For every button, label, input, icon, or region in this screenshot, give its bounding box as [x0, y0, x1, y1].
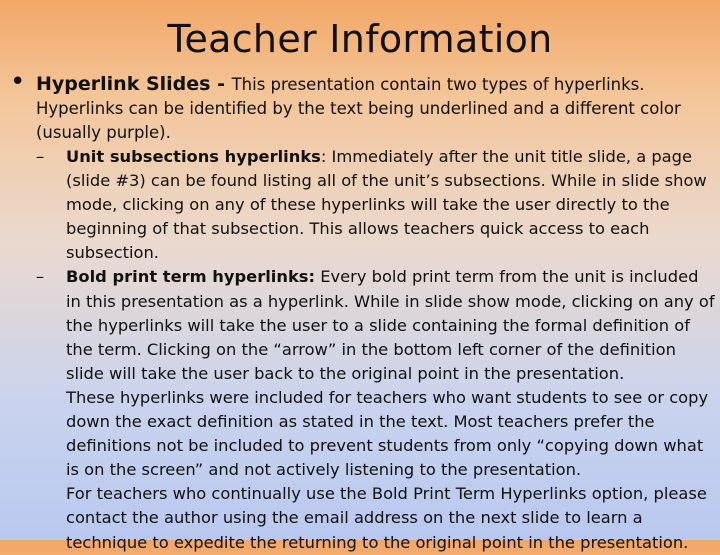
- subpoint-text: Every bold print term from the unit is included in this presentation as a hyperlink. While in slide show mode, clicking on any of the hyperlinks will take the user to a slide containing the formal definition of the term. Clicking on the “arrow” in the bottom left corner of the definition slide will take the user back to the original point in the presentation.: [66, 267, 715, 383]
- dash-icon: –: [36, 147, 45, 166]
- subpoint-unit-subsections: [8, 145, 716, 265]
- subpoint-heading: Unit subsections hyperlinks: [66, 147, 321, 166]
- paragraph-definitions-purpose: These hyperlinks were included for teachers who want students to see or copy down the exact definition as stated in the text. Most teachers prefer the definitions not be included to prevent students from only “copying down what is on the screen” and not actively listening to the presentation.: [66, 387, 709, 480]
- bullet-heading: Hyperlink Slides: [36, 73, 211, 95]
- bullet-separator: -: [210, 73, 232, 95]
- slide-title: Teacher Information: [167, 17, 553, 61]
- subpoint-heading: Bold print term hyperlinks:: [66, 267, 316, 287]
- bullet-dot-icon: •: [10, 67, 26, 97]
- bullet-hyperlink-slides: [8, 67, 716, 145]
- dash-icon: –: [36, 267, 45, 287]
- subpoint-bold-print-terms: [8, 265, 716, 385]
- paragraph-contact-author: For teachers who continually use the Bold Print Term Hyperlinks option, please contact the author using the email address on the next slide to learn a technique to expedite the returning to the original point in the presentation.: [66, 484, 707, 552]
- slide-body: [8, 67, 716, 555]
- bullet-text: This presentation contain two types of hyperlinks. Hyperlinks can be identified by the text being underlined and a different color (usually purple).: [36, 75, 681, 142]
- subpoint-text: : Immediately after the unit title slide, a page (slide #3) can be found listing all of the unit’s subsections. While in slide show mode, clicking on any of these hyperlinks will take the user directly to the beginning of that subsection. This allows teachers quick access to each subsection.: [66, 147, 707, 263]
